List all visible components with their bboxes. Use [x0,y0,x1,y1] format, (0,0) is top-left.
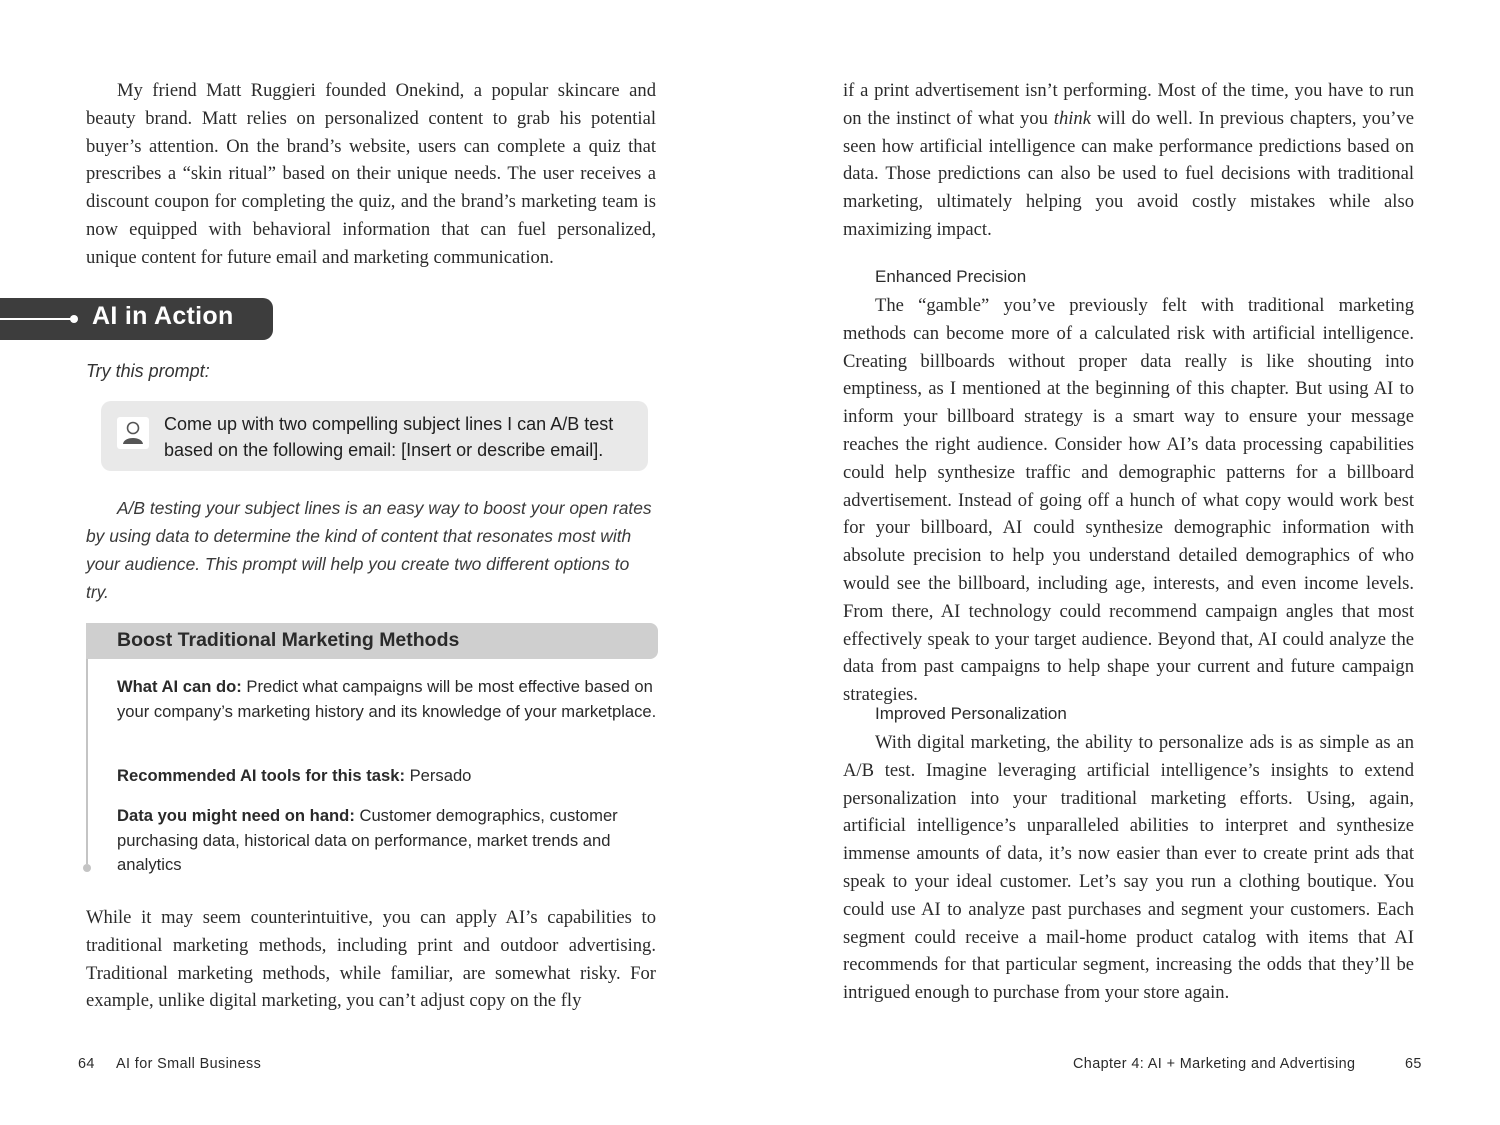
user-icon [117,417,149,449]
closing-paragraph: While it may seem counterintuitive, you can apply AI’s capabilities to traditional marketing methods, including print and outdoor advertising. Traditional marketing methods, while familiar, are somewhat risky. For example, unlike digital marketing, you can’t adjust copy on the fly [86,907,656,1012]
boost-item-text: Customer demographics, customer purchasing data, historical data on performance, market trends and analytics [117,806,618,874]
banner-dot [70,315,78,323]
boost-box-rail-dot [83,864,91,872]
intro-paragraph: My friend Matt Ruggieri founded Onekind, a popular skincare and beauty brand. Matt relies on personalized content to grab his potential buyer’s attention. On the brand’s website, users can complete a quiz that prescribes a “skin ritual” based on their unique needs. The user receives a discount coupon for completing the quiz, and the brand’s marketing team is now equipped with behavioral information that can fuel personalized, unique content for future email and marketing communication. [86,80,656,268]
ai-in-action-title: AI in Action [92,302,234,330]
prompt-explanation: A/B testing your subject lines is an easy way to boost your open rates by using data to determine the kind of content that resonates most with your audience. This prompt will help you create two different options to try. [86,498,652,602]
prompt-box [101,401,648,471]
right-page [750,0,1500,1125]
boost-item-data-needed [117,804,657,878]
heading-enhanced-precision: Enhanced Precision [875,267,1027,286]
boost-item-label: What AI can do: [117,677,242,696]
footer-book-title: AI for Small Business [116,1056,262,1072]
boost-box-title: Boost Traditional Marketing Methods [117,629,460,651]
try-prompt-label: Try this prompt: [86,361,210,381]
improved-personalization-body: With digital marketing, the ability to personalize ads is as simple as an A/B test. Imagine leveraging artificial intelligence’s insights to extend personalization into your traditional marketing efforts. Using, again, artificial intelligence’s unparalleled abilities to interpret and synthesize immense amounts of data, it’s now easier than ever to create print ads that speak to your ideal customer. Let’s say you run a clothing boutique. You could use AI to analyze past purchases and segment your customers. Each segment could receive a mail-home product catalog with items that AI recommends for that particular segment, increasing the odds that they’ll be intrigued enough to purchase from your store again. [843,732,1414,1004]
boost-item-text: Persado [404,766,472,785]
opening-paragraph [843,77,1414,244]
enhanced-precision-body: The “gamble” you’ve previously felt with traditional marketing methods can become more of a calculated risk with artificial intelligence. Creating billboards without proper data really is like shouting into emptiness, as I mentioned at the beginning of this chapter. But using AI to inform your billboard strategy is a smart way to ensure your message reaches the right audience. Consider how AI’s data processing capabilities could help synthesize traffic and demographic patterns for a billboard advertisement. Instead of going off a hunch of what copy would work best for your billboard, AI could synthesize demographic information with absolute precision to help you understand detailed demographics of who would see the billboard, including age, interests, and even income levels. From there, AI technology could recommend campaign angles that most effectively speak to your target audience. Beyond that, AI could analyze the data from past campaigns to help shape your current and future campaign strategies. [843,295,1414,706]
boost-item-label: Data you might need on hand: [117,806,355,825]
boost-item-label: Recommended AI tools for this task: [117,766,405,785]
opening-text-before: if a print advertisement isn’t performing. Most of the time, you have to run on the instinct of what you [843,80,1414,129]
footer-right-page-number: 65 [1405,1056,1422,1072]
footer-chapter-title: Chapter 4: AI + Marketing and Advertising [1073,1056,1356,1072]
footer-left-page-number: 64 [78,1056,95,1072]
boost-item-text: Predict what campaigns will be most effective based on your company’s marketing history and its knowledge of your marketplace. [117,677,657,721]
boost-box-rail [86,659,88,864]
boost-item-recommended-tools [117,764,657,789]
boost-box-header [86,623,658,659]
heading-improved-personalization: Improved Personalization [875,704,1067,723]
banner-line [0,318,72,320]
opening-text-after: will do well. In previous chapters, you’ve seen how artificial intelligence can make performance predictions based on data. Those predictions can also be used to fuel decisions with traditional marketing, ultimately helping you avoid costly mistakes while also maximizing impact. [843,107,1414,240]
emphasis-think: think [1053,107,1091,129]
ai-in-action-banner [0,298,273,340]
prompt-text: Come up with two compelling subject lines I can A/B test based on the following email: [Insert or describe email]. [164,414,614,460]
boost-item-what-ai-can-do [117,675,657,724]
